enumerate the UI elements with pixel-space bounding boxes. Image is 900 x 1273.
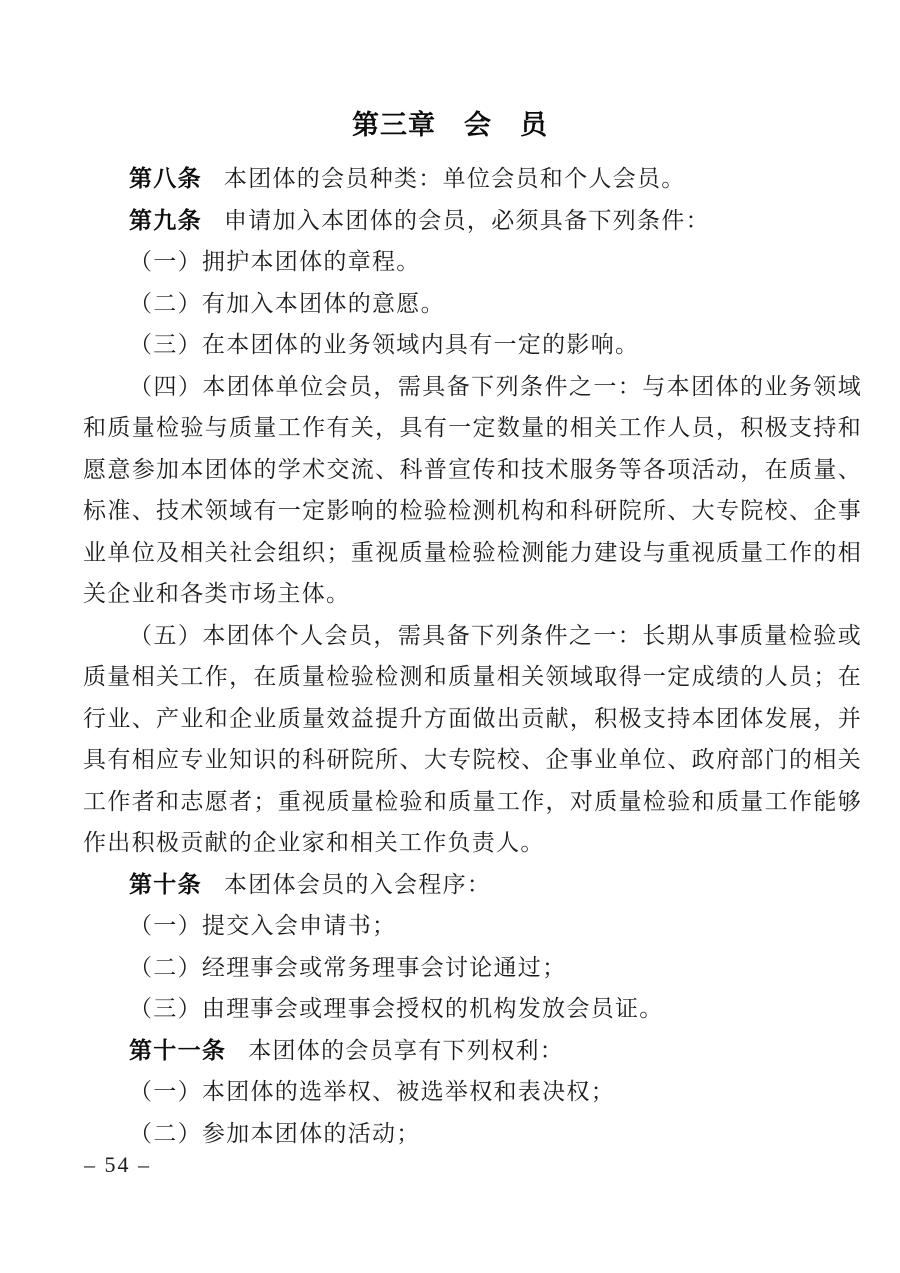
paragraph [83,864,862,906]
paragraph-text: 本团体的会员种类：单位会员和个人会员。 [223,166,686,191]
paragraph-text: （一）提交入会申请书； [129,913,397,938]
paragraph-text: 本团体会员的入会程序： [223,871,492,897]
paragraph [83,947,862,989]
paragraph [83,1113,862,1155]
paragraph-text: （五）本团体个人会员，需具备下列条件之一：长期从事质量检验或质量相关工作，在质量检验检测和质量相关领域取得一定成绩的人员；在行业、产业和企业质量效益提升方面做出贡献，积极支持本团体发展，并具有相应专业知识的科研院所、大专院校、企事业单位、政府部门的相关工作者和志愿者；重视质量检验和质量工作，对质量检验和质量工作能够作出积极贡献的企业家和相关工作负责人。 [83,622,862,855]
article-label: 第九条 [129,206,202,233]
paragraph [83,366,862,615]
paragraph-text: （一）拥护本团体的章程。 [129,249,421,274]
paragraph-text: （三）由理事会或理事会授权的机构发放会员证。 [129,996,664,1021]
paragraph-text: （二）经理事会或常务理事会讨论通过； [129,954,567,980]
paragraph [83,200,862,242]
document-body [83,158,862,1154]
paragraph [83,1030,862,1072]
paragraph-text: （三）在本团体的业务领域内具有一定的影响。 [129,332,640,357]
paragraph [83,241,862,283]
paragraph [83,615,862,864]
paragraph [83,324,862,366]
paragraph-text: （二）参加本团体的活动； [129,1120,421,1146]
page-number: – 54 – [84,1152,151,1177]
paragraph [83,988,862,1030]
paragraph-text: （二）有加入本团体的意愿。 [129,290,445,316]
article-label: 第十一条 [129,1036,227,1063]
paragraph [83,1071,862,1113]
article-label: 第十条 [129,870,202,897]
paragraph-text: （四）本团体单位会员，需具备下列条件之一：与本团体的业务领域和质量检验与质量工作有关，具有一定数量的相关工作人员，积极支持和愿意参加本团体的学术交流、科普宣传和技术服务等各项活动，在质量、标准、技术领域有一定影响的检验检测机构和科研院所、大专院校、企事业单位及相关社会组织；重视质量检验检测能力建设与重视质量工作的相关企业和各类市场主体。 [83,373,862,606]
paragraph [83,158,862,200]
chapter-title: 第三章 会 员 [352,110,548,140]
article-label: 第八条 [129,165,202,191]
paragraph [83,905,862,947]
paragraph [83,283,862,325]
paragraph-text: （一）本团体的选举权、被选举权和表决权； [129,1079,615,1104]
paragraph-text: 申请加入本团体的会员，必须具备下列条件： [223,207,710,233]
paragraph-text: 本团体的会员享有下列权利： [248,1037,565,1063]
